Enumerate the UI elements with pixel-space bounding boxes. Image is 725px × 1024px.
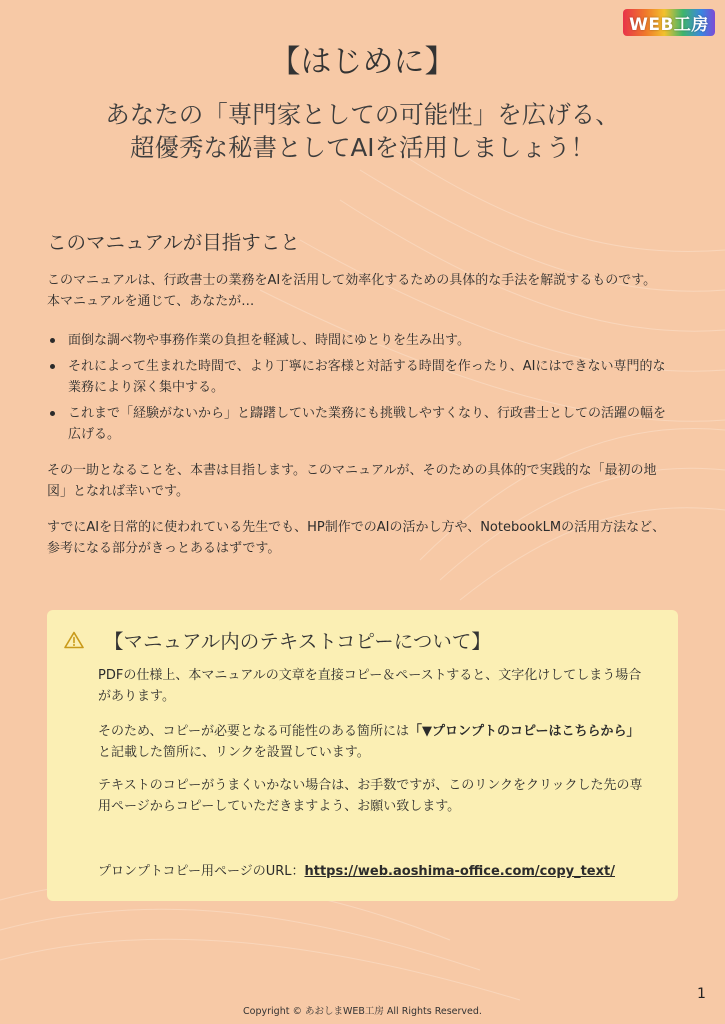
text-line: 業務により深く集中する。 — [68, 380, 225, 395]
notice-title: 【マニュアル内のテキストコピーについて】 — [104, 630, 491, 653]
text-line: 面倒な調べ物や事務作業の負担を軽減し、時間にゆとりを生み出す。 — [68, 333, 470, 348]
prompt-copy-label: 「▼プロンプトのコピーはこちらから」 — [408, 724, 640, 739]
intro-paragraph — [47, 270, 687, 312]
list-item — [47, 356, 687, 398]
brand-logo — [623, 9, 715, 36]
url-label: プロンプトコピー用ページのURL： — [98, 864, 305, 879]
text-segment: そのため、コピーが必要となる可能性のある箇所には — [98, 724, 409, 739]
text-line: があります。 — [98, 689, 175, 704]
text-line — [98, 721, 668, 742]
page-number: 1 — [697, 986, 706, 1002]
page-title: 【はじめに】 — [269, 44, 456, 80]
notice-paragraph — [98, 721, 668, 763]
page-subtitle — [0, 98, 725, 164]
list-item — [47, 403, 687, 445]
text-line: テキストのコピーがうまくいかない場合は、お手数ですが、このリンクをクリックした先の専 — [98, 778, 643, 793]
list-item — [47, 330, 687, 351]
text-line: 広げる。 — [68, 427, 121, 442]
audience-paragraph — [47, 517, 687, 559]
text-line: すでにAIを日常的に使われている先生でも、HP制作でのAIの活かし方や、NotebookLMの活用方法など、 — [47, 520, 666, 535]
text-line: このマニュアルは、行政書士の業務をAIを活用して効率化するための具体的な手法を解説するものです。 — [47, 273, 657, 288]
text-line: 図」となれば幸いです。 — [47, 484, 189, 499]
notice-paragraph — [98, 775, 668, 817]
copyright-footer: Copyright © あおしまWEB工房 All Rights Reserved. — [243, 1006, 482, 1017]
notice-paragraph — [98, 665, 668, 707]
copy-page-link[interactable]: https://web.aoshima-office.com/copy_text/ — [304, 864, 615, 879]
warning-icon — [64, 631, 84, 649]
text-line: これまで「経験がないから」と躊躇していた業務にも挑戦しやすくなり、行政書士としての活躍の幅を — [68, 406, 667, 421]
aim-paragraph — [47, 460, 687, 502]
text-line — [98, 861, 668, 882]
goals-list — [47, 330, 687, 450]
text-line: その一助となることを、本書は目指します。このマニュアルが、そのための具体的で実践的な「最初の地 — [47, 463, 657, 478]
section-heading: このマニュアルが目指すこと — [47, 231, 300, 254]
text-line: それによって生まれた時間で、より丁寧にお客様と対話する時間を作ったり、AIにはできない専門的な — [68, 359, 666, 374]
notice-url-line — [98, 861, 668, 882]
logo-text: WEB工房 — [629, 15, 709, 35]
text-line: と記載した箇所に、リンクを設置しています。 — [98, 745, 370, 760]
text-copy-notice-box — [47, 610, 678, 901]
subtitle-line: あなたの「専門家としての可能性」を広げる、 — [105, 100, 620, 129]
text-line: 参考になる部分がきっとあるはずです。 — [47, 541, 281, 556]
text-line: 用ページからコピーしていただきますよう、お願い致します。 — [98, 799, 461, 814]
text-line: 本マニュアルを通じて、あなたが… — [47, 294, 255, 309]
subtitle-line: 超優秀な秘書としてAIを活用しましょう！ — [130, 133, 595, 162]
text-line: PDFの仕様上、本マニュアルの文章を直接コピー＆ペーストすると、文字化けしてしまう場合 — [98, 668, 642, 683]
